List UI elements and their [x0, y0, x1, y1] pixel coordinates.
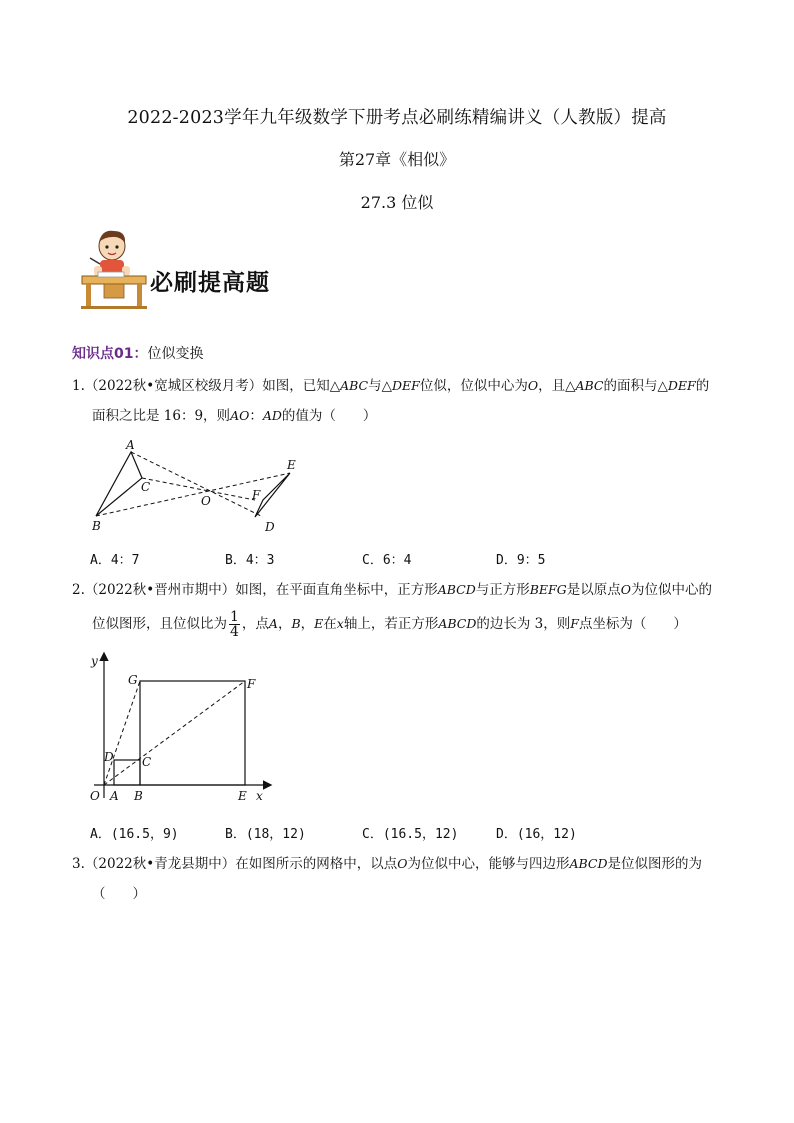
stem-text: 轴上，若正方形	[343, 616, 439, 632]
stem-text: 是以原点	[566, 582, 621, 598]
stem-text: 为位似中心，能够与四边形	[407, 856, 570, 872]
stem-text: ，	[277, 616, 292, 632]
label-A: A	[110, 789, 119, 803]
stem-text: 面积之比是 16：9，则	[92, 408, 231, 424]
math-var: AO	[230, 408, 250, 423]
choice-d[interactable]: D．9：5	[496, 553, 546, 568]
math-var: DEF	[392, 378, 420, 393]
student-at-desk-illustration	[78, 228, 150, 310]
choice-c[interactable]: C．(16.5，12)	[362, 827, 459, 842]
stem-text: 如图，已知△	[262, 378, 341, 394]
stem-text: ，点	[241, 616, 269, 632]
label-D: D	[104, 750, 114, 764]
math-var: O	[527, 378, 539, 393]
stem-text: 与正方形	[475, 582, 530, 598]
math-var: ABCD	[437, 582, 476, 597]
question-2	[72, 575, 732, 639]
choice-c[interactable]: C．6：4	[362, 553, 412, 568]
label-G: G	[128, 673, 138, 687]
label-B: B	[92, 519, 101, 533]
label-D: D	[265, 520, 275, 534]
question-3	[72, 849, 732, 909]
math-var: x	[336, 616, 344, 631]
math-var: B	[291, 616, 301, 631]
math-var: E	[314, 616, 324, 631]
stem-text: 的面积与△	[603, 378, 668, 394]
figure-q2-coordinate-squares	[86, 648, 276, 808]
chapter-title: 第27章《相似》	[338, 150, 456, 169]
question-number: 3.	[72, 856, 85, 872]
stem-text: ：	[249, 408, 263, 424]
math-var: O	[620, 582, 631, 597]
label-E: E	[287, 458, 296, 472]
choice-a[interactable]: A．(16.5，9)	[90, 827, 179, 842]
stem-text: 如图，在平面直角坐标中，正方形	[235, 582, 438, 598]
question-1	[72, 371, 732, 431]
label-O: O	[90, 789, 100, 803]
figure-q1-triangles	[88, 436, 308, 536]
stem-text: 的边长为 3，则	[476, 616, 571, 632]
math-var: O	[397, 856, 408, 871]
stem-text: 为位似中心的	[630, 582, 712, 598]
math-var: ABC	[340, 378, 369, 393]
math-var: BEFG	[529, 582, 567, 597]
stem-text: ，	[300, 616, 315, 632]
banner	[78, 228, 318, 310]
choice-d[interactable]: D．(16，12)	[496, 827, 577, 842]
knowledge-point-label: 知识点01：	[72, 346, 148, 362]
stem-text: 点坐标为（ ）	[578, 616, 687, 632]
stem-text: 与△	[368, 378, 393, 394]
math-var: ABC	[575, 378, 604, 393]
label-B: B	[134, 789, 143, 803]
question-number: 2.	[72, 582, 85, 598]
label-F: F	[247, 677, 256, 691]
question-source: （2022秋•青龙县期中）	[84, 856, 236, 872]
math-var: AD	[262, 408, 282, 423]
stem-text: 在如图所示的网格中，以点	[235, 856, 398, 872]
axis-label-x: x	[256, 789, 263, 803]
knowledge-point-heading	[72, 343, 203, 363]
choice-b[interactable]: B．4：3	[225, 553, 275, 568]
fraction-denominator: 4	[230, 624, 239, 640]
axis-label-y: y	[91, 654, 98, 668]
choice-a[interactable]: A．4：7	[90, 553, 140, 568]
question-source: （2022秋•晋州市期中）	[84, 582, 236, 598]
stem-text: 位似图形，且位似比为	[92, 616, 227, 632]
question-source: （2022秋•宽城区校级月考）	[84, 378, 263, 394]
document-title: 2022-2023学年九年级数学下册考点必刷练精编讲义（人教版）提高	[127, 108, 667, 128]
label-E: E	[238, 789, 247, 803]
label-C: C	[141, 480, 151, 494]
math-var: A	[268, 616, 278, 631]
label-A: A	[126, 438, 135, 452]
math-var: DEF	[667, 378, 696, 393]
label-O: O	[201, 494, 211, 508]
knowledge-point-name: 位似变换	[147, 346, 204, 362]
stem-text: ，且△	[538, 378, 576, 394]
label-C: C	[142, 755, 152, 769]
fraction-numerator: 1	[230, 609, 239, 625]
stem-text: 是位似图形的为	[607, 856, 702, 872]
stem-text: 的值为（ ）	[281, 408, 377, 424]
math-var: F	[570, 616, 579, 631]
banner-title: 必刷提高题	[150, 269, 270, 296]
fraction-one-quarter	[229, 610, 240, 639]
stem-text: 在	[323, 616, 337, 632]
math-var: ABCD	[438, 616, 477, 631]
stem-text: 位似，位似中心为	[419, 378, 528, 394]
answer-blank: （ ）	[92, 886, 146, 902]
section-title: 27.3 位似	[360, 193, 434, 212]
label-F: F	[252, 488, 261, 502]
math-var: ABCD	[569, 856, 608, 871]
stem-text: 的	[695, 378, 710, 394]
question-number: 1.	[72, 378, 85, 394]
choice-b[interactable]: B．(18，12)	[225, 827, 306, 842]
